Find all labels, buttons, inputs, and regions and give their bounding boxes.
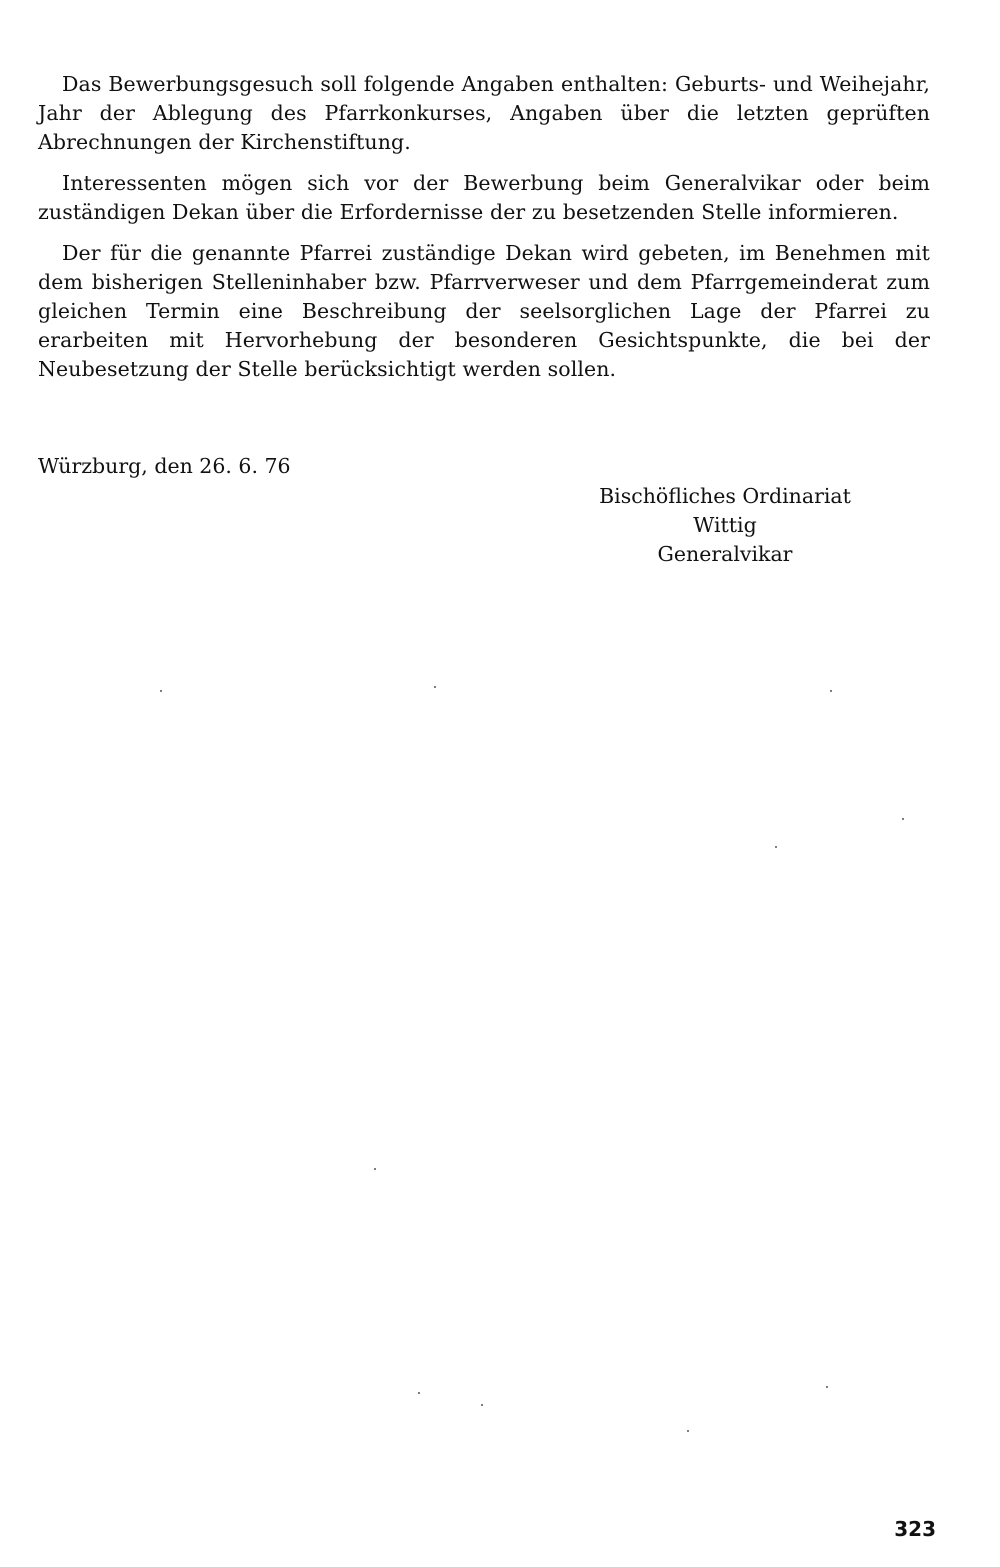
- scan-speck: [826, 1386, 828, 1388]
- signature-title: Generalvikar: [657, 542, 793, 566]
- place-date: Würzburg, den 26. 6. 76: [38, 454, 291, 478]
- scan-speck: [374, 1168, 376, 1170]
- scan-speck: [481, 1404, 483, 1406]
- page-number: 323: [894, 1517, 936, 1541]
- scan-speck: [902, 818, 904, 820]
- paragraph-application-details: Das Bewerbungsgesuch soll folgende Angaben enthalten: Geburts- und Weihejahr, Jahr der Ablegung des Pfarrkonkurses, Angaben über die letzten geprüften Abrechnungen der Kirchenstiftung.: [38, 72, 930, 154]
- scan-speck: [830, 690, 832, 692]
- paragraph-dean-request: Der für die genannte Pfarrei zuständige Dekan wird gebeten, im Benehmen mit dem bisherigen Stelleninhaber bzw. Pfarrverweser und dem Pfarrgemeinderat zum gleichen Termin eine Beschreibung der seelsorglichen Lage der Pfarrei zu erarbeiten mit Hervorhebung der besonderen Gesichtspunkte, die bei der Neubesetzung der Stelle berücksichtigt werden sollen.: [38, 241, 930, 381]
- scan-speck: [687, 1430, 689, 1432]
- scan-speck: [775, 846, 777, 848]
- signature-office: Bischöfliches Ordinariat: [599, 484, 851, 508]
- body-text: [38, 70, 930, 396]
- scan-speck: [418, 1392, 420, 1394]
- scan-speck: [160, 690, 162, 692]
- scan-speck: [434, 686, 436, 688]
- signature-name: Wittig: [693, 513, 757, 537]
- paragraph-inquiry-info: Interessenten mögen sich vor der Bewerbung beim Generalvikar oder beim zuständigen Dekan über die Erfordernisse der zu besetzenden Stelle informieren.: [38, 171, 930, 224]
- signature-block: [560, 482, 890, 569]
